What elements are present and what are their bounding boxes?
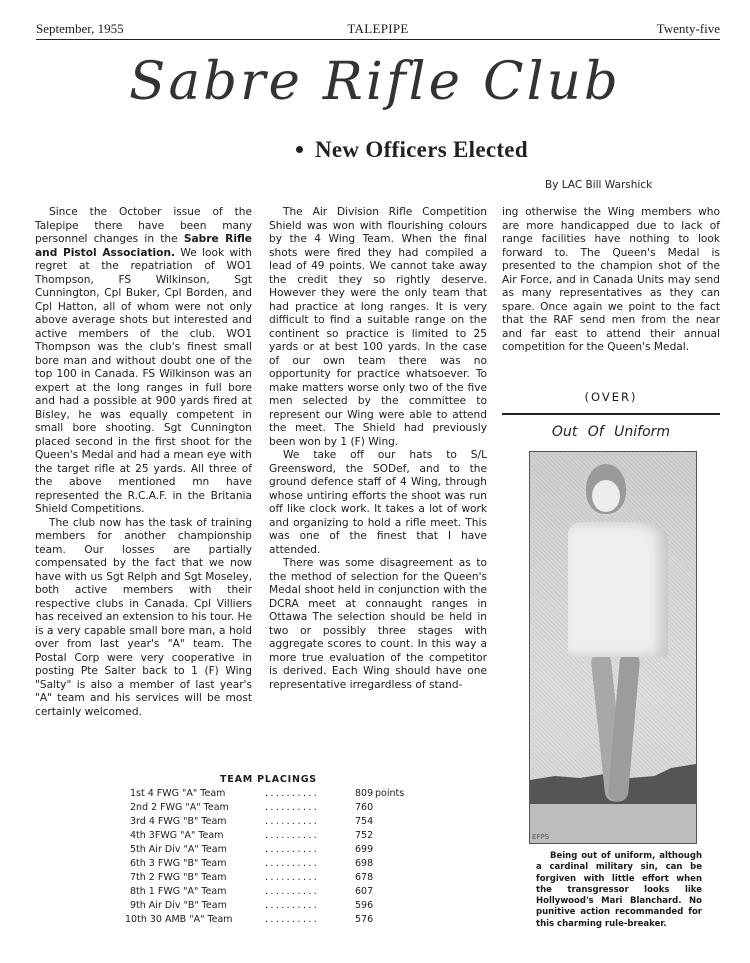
- byline: By LAC Bill Warshick: [545, 179, 653, 191]
- placing-team: 2nd 2 FWG "A" Team: [130, 802, 229, 813]
- article-subtitle: [296, 137, 528, 163]
- association-name: Sabre Rifle and Pistol Association.: [35, 233, 252, 259]
- placing-score: 752: [355, 830, 374, 841]
- placing-score: 699: [355, 844, 374, 855]
- running-head: [36, 20, 720, 40]
- bullet-icon: [296, 146, 303, 153]
- placing-team: 1st 4 FWG "A" Team: [130, 788, 226, 799]
- team-placings-title: TEAM PLACINGS: [220, 774, 317, 785]
- placing-team: 9th Air Div "B" Team: [130, 900, 227, 911]
- placing-team: 5th Air Div "A" Team: [130, 844, 227, 855]
- photo-figure-shirt: [568, 522, 668, 657]
- placing-team: 8th 1 FWG "A" Team: [130, 886, 227, 897]
- placing-row: [120, 900, 420, 914]
- placing-leader-dots: ..........: [265, 830, 320, 841]
- caption-text: Being out of uniform, although a cardinal military sin, can be forgiven with little effort when the transgressor looks like Hollywood's Mari Blanchard. No punitive action recommanded for this charming rule-breaker.: [536, 851, 702, 929]
- placing-row: [120, 844, 420, 858]
- paragraph: [35, 206, 252, 517]
- placing-row: [120, 816, 420, 830]
- article-title: Sabre Rifle Club: [129, 52, 621, 112]
- photo-figure-face: [592, 480, 620, 512]
- placing-team: 4th 3FWG "A" Team: [130, 830, 224, 841]
- placing-team: 3rd 4 FWG "B" Team: [130, 816, 227, 827]
- placing-unit: points: [375, 788, 405, 799]
- article-column-3: [502, 206, 720, 355]
- placing-score: 596: [355, 900, 374, 911]
- paragraph: The club now has the task of training members for another championship team. Our losses are partially compensated by the fact that we now have with us Sgt Relph and Sgt Moseley, both active members with their respective clubs in Canada. Cpl Villiers has received an extension to his tour. He is a very capable small bore man, a hold over from last year's "A" team. The Postal Corp were very cooperative in posting Pte Salter back to 1 (F) Wing "Salty" is also a member of last year's "A" team and his services will be most certainly welcomed.: [35, 516, 252, 718]
- continued-marker: (OVER): [584, 390, 638, 404]
- sidebar-heading: Out Of Uniform: [551, 424, 671, 440]
- paragraph: We take off our hats to S/L Greensword, the SODef, and to the ground defence staff of 4 Wing, through whose untiring efforts the shoot was run off like clock work. It takes a lot of work and organizing to hold a rifle meet. This was one of the finest that I have attended.: [269, 449, 487, 556]
- placing-leader-dots: ..........: [265, 886, 320, 897]
- placing-score: 576: [355, 914, 374, 925]
- paragraph: ing otherwise the Wing members who are more handicapped due to lack of range facilities have nothing to look forward to. The Queen's Medal is presented to the champion shot of the Air Force, and in Canada Units may send as many representatives as they can spare. Once again we point to the fact that the RAF send men from the near and far east to attend their annual competition for the Queen's Medal.: [502, 206, 720, 353]
- placing-row: [120, 802, 420, 816]
- placing-leader-dots: ..........: [265, 900, 320, 911]
- subtitle-text: New Officers Elected: [315, 137, 528, 162]
- article-column-2: [269, 206, 487, 692]
- placing-team: 10th 30 AMB "A" Team: [125, 914, 233, 925]
- placing-score: 607: [355, 886, 374, 897]
- placing-score: 754: [355, 816, 374, 827]
- article-column-1: [35, 206, 252, 719]
- divider: [502, 413, 720, 415]
- placing-row: [120, 914, 420, 928]
- paragraph: The Air Division Rifle Competition Shield was won with flourishing colours by the 4 Wing Team. When the final shots were fired they had compiled a lead of 49 points. We cannot take away the credit they so rightly deserve. However they were the only team that had practice at long ranges. It is very difficult to find a suitable range on the continent so practice is limited to 25 yards or at best 100 yards. In the case of our own team there was no opportunity for practice whatsoever. To make matters worse only two of the five men selected by the committee to represent our Wing were able to attend the meet. The Shield had previously been won by 1 (F) Wing.: [269, 206, 487, 448]
- placing-leader-dots: ..........: [265, 858, 320, 869]
- paragraph-text: Since the October issue of the Talepipe there have been many personnel changes in the: [35, 206, 252, 245]
- pinup-photo: [529, 451, 697, 844]
- photo-caption: [536, 851, 702, 930]
- placing-leader-dots: ..........: [265, 788, 320, 799]
- page-number: Twenty-five: [656, 21, 720, 36]
- placing-row: [120, 858, 420, 872]
- photo-ground: [530, 804, 696, 843]
- placing-row: [120, 788, 420, 802]
- placing-score: 760: [355, 802, 374, 813]
- placing-row: [120, 872, 420, 886]
- placing-score: 678: [355, 872, 374, 883]
- issue-date: September, 1955: [36, 21, 124, 36]
- placing-leader-dots: ..........: [265, 914, 320, 925]
- placing-score: 809: [355, 788, 374, 799]
- placing-leader-dots: ..........: [265, 844, 320, 855]
- photo-credit: EFPS: [532, 833, 550, 841]
- placing-row: [120, 830, 420, 844]
- placing-leader-dots: ..........: [265, 802, 320, 813]
- publication-name: TALEPIPE: [347, 21, 409, 36]
- placing-row: [120, 886, 420, 900]
- placing-leader-dots: ..........: [265, 816, 320, 827]
- paragraph: There was some disagreement as to the method of selection for the Queen's Medal shoot held in conjunction with the DCRA meet at connaught ranges in Ottawa The selection should be held in two or possibly three stages with aggregate scores to count. In this way a more true evaluation of the competitor is derived. Each Wing should have one representative irregardless of stand-: [269, 557, 487, 691]
- placing-score: 698: [355, 858, 374, 869]
- placing-leader-dots: ..........: [265, 872, 320, 883]
- paragraph-text: We look with regret at the repatriation of WO1 Thompson, FS Wilkinson, Sgt Cunnington, Cpl Buker, Cpl Borden, and Cpl Hatton, all of whom were not only above average shots but interested and active members of the club. WO1 Thompson was the club's finest small bore man and without doubt one of the top 100 in Canada. FS Wilkinson was an expert at the long ranges in full bore and had a possible at 900 yards fired at Bisley, he was equally competent in small bore shooting. Sgt Cunnington placed second in the first shoot for the Queen's Medal and had a mean eye with the target rifle at 25 yards. All three of the above mentioned mn have represented the R.C.A.F. in the Britania Shield Competitions.: [35, 246, 252, 515]
- placing-team: 6th 3 FWG "B" Team: [130, 858, 227, 869]
- placing-team: 7th 2 FWG "B" Team: [130, 872, 227, 883]
